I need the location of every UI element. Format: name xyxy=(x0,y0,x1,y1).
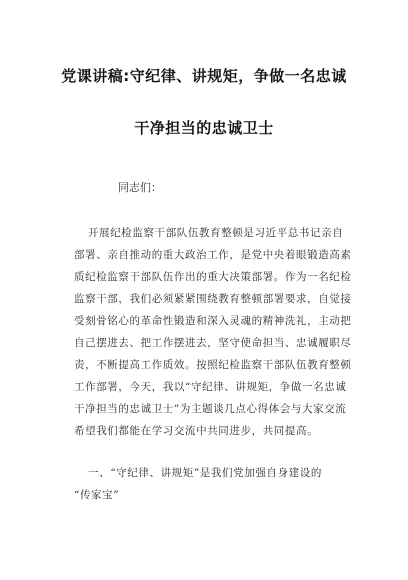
document-title-line-1: 党课讲稿:守纪律、讲规矩，争做一名忠诚 xyxy=(61,67,347,85)
paragraph-line: 部署、亲自推动的重大政治工作，是党中央着眼锻造高素 xyxy=(74,249,352,261)
paragraph-line: 开展纪检监察干部队伍教育整顿是习近平总书记亲自 xyxy=(88,227,344,239)
paragraph-line: 责，不断提高工作质效。按照纪检监察干部队伍教育整顿 xyxy=(74,359,352,371)
section-heading-line: 一、“守纪律、讲规矩”是我们党加强自身建设的 xyxy=(88,467,322,479)
paragraph-line: 质纪检监察干部队伍作出的重大决策部署。作为一名纪检 xyxy=(74,271,352,283)
paragraph-line: 自己摆进去、把工作摆进去，坚守使命担当、忠诚履职尽 xyxy=(74,337,352,349)
salutation: 同志们： xyxy=(118,181,162,194)
paragraph-line: 受刻骨铭心的革命性锻造和深入灵魂的精神洗礼，主动把 xyxy=(74,315,352,327)
document-title-line-2: 干净担当的忠诚卫士 xyxy=(134,119,274,137)
section-heading-line: “传家宝” xyxy=(74,489,120,501)
paragraph-line: 希望我们都能在学习交流中共同进步，共同提高。 xyxy=(74,425,319,437)
paragraph-line: 工作部署，今天，我以“守纪律、讲规矩，争做一名忠诚 xyxy=(74,381,347,393)
paragraph-line: 干净担当的忠诚卫士”为主题谈几点心得体会与大家交流 xyxy=(74,403,347,415)
paragraph-line: 监察干部，我们必须紧紧围绕教育整顿部署要求，自觉接 xyxy=(74,293,352,305)
